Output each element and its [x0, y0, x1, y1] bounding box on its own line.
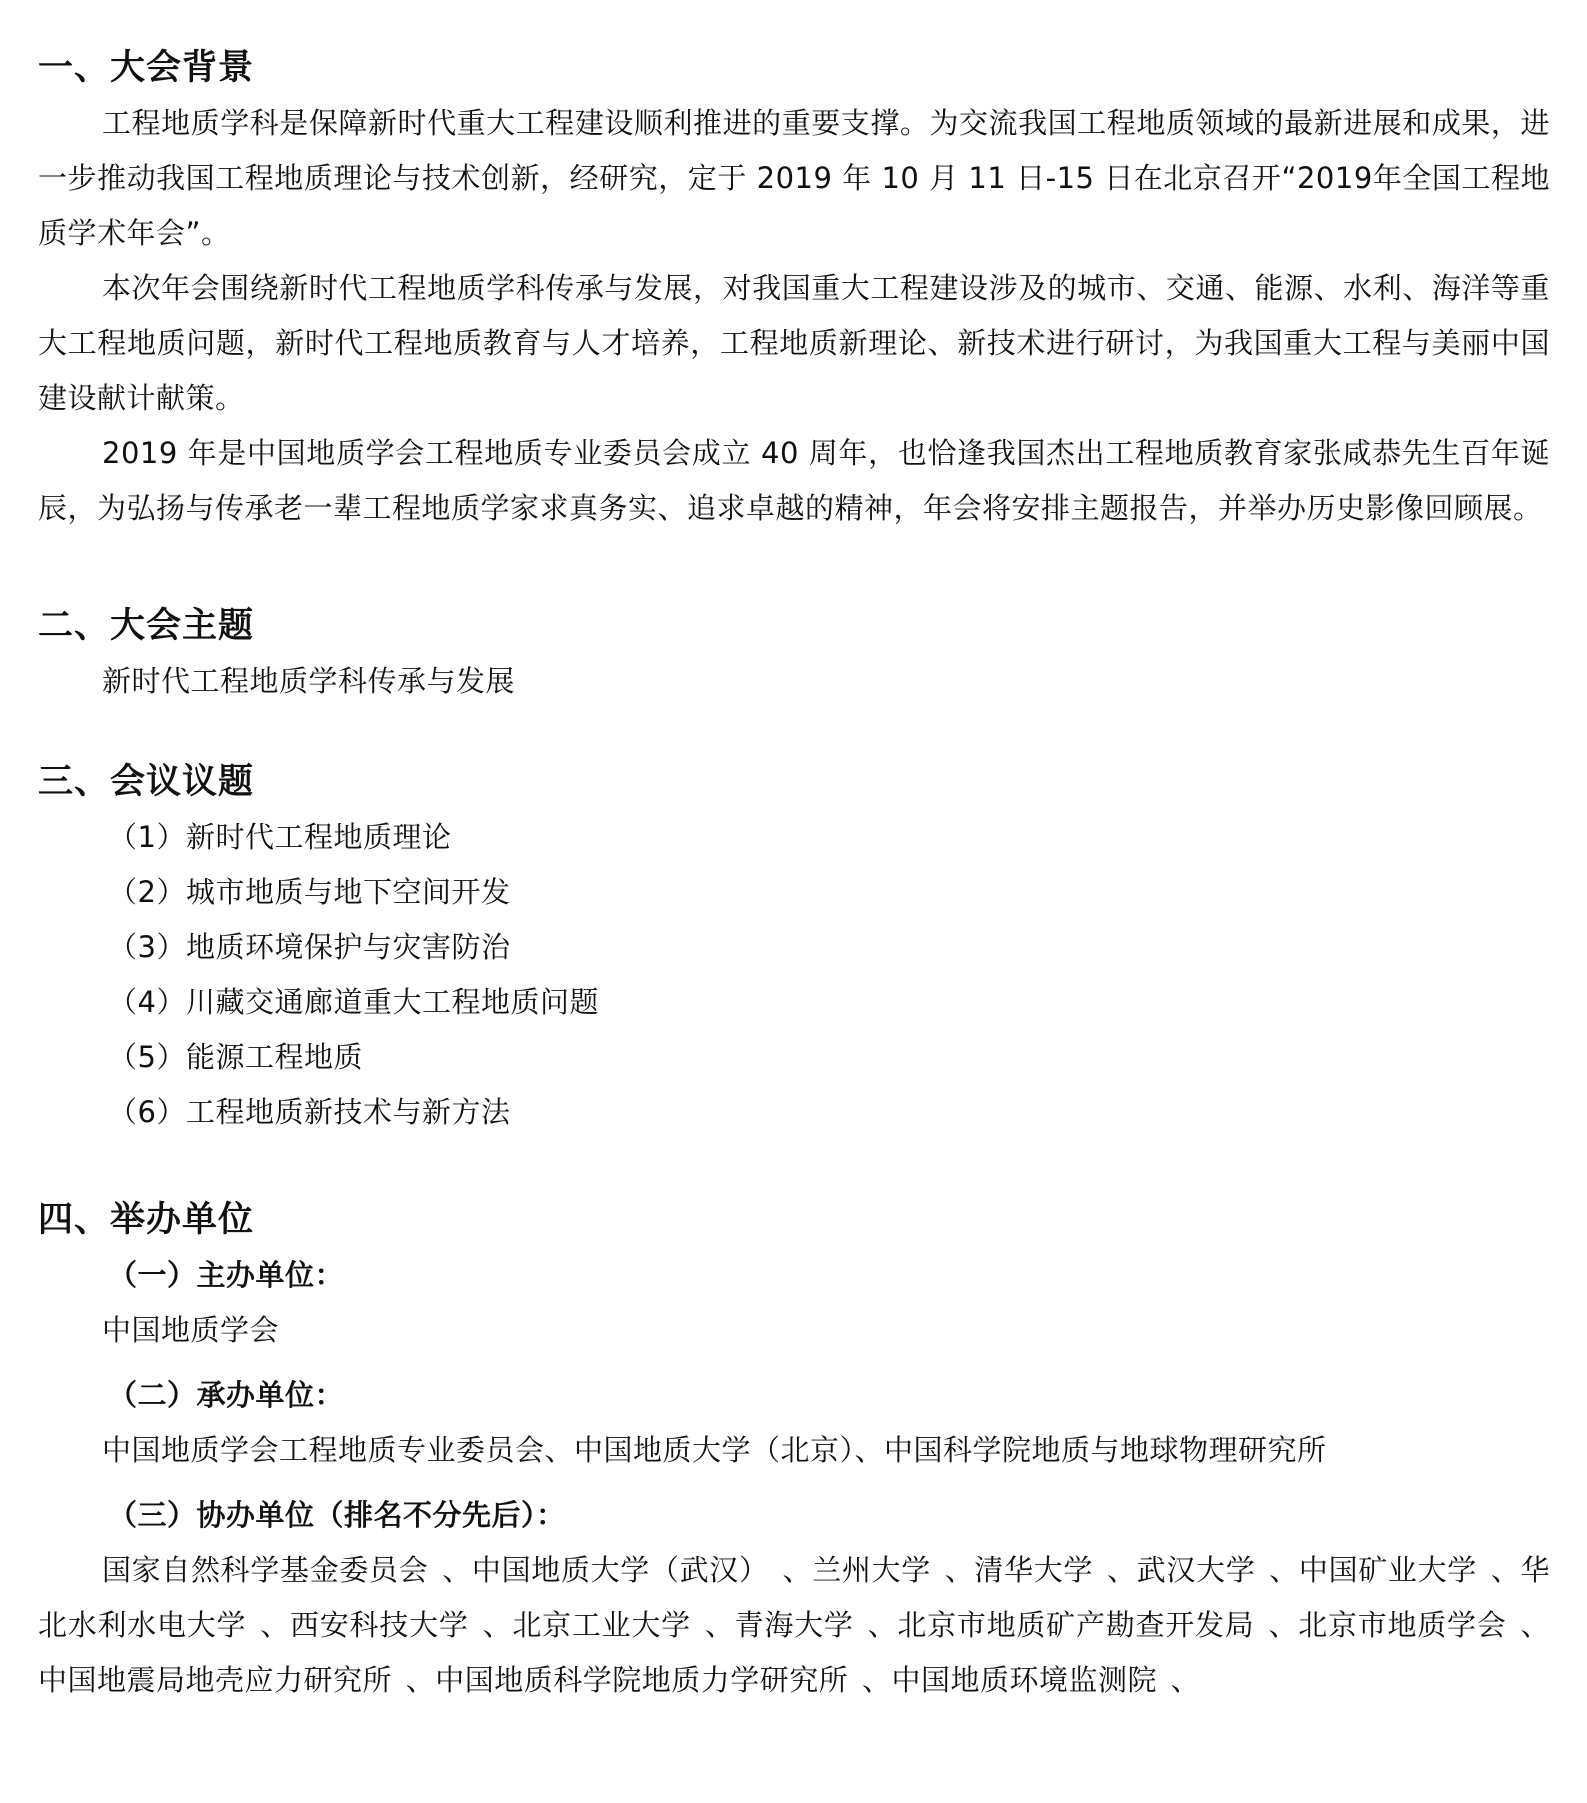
host-unit: 中国地质学会	[102, 1313, 280, 1347]
organizer-units: 中国地质学会工程地质专业委员会、中国地质大学（北京）、中国科学院地质与地球物理研究所	[102, 1433, 1327, 1467]
topic-item: （2）城市地质与地下空间开发	[108, 875, 511, 909]
background-paragraph-3: 2019 年是中国地质学会工程地质专业委员会成立 40 周年，也恰逢我国杰出工程地质教育家张咸恭先生百年诞辰，为弘扬与传承老一辈工程地质学家求真务实、追求卓越的精神，年会将安排主题报告，并举办历史影像回顾展。	[38, 436, 1550, 525]
co-organizer-label: （三）协办单位（排名不分先后）：	[108, 1498, 566, 1532]
section-heading-theme: 二、大会主题	[38, 606, 255, 646]
host-label: （一）主办单位：	[108, 1258, 345, 1292]
background-paragraph-1: 工程地质学科是保障新时代重大工程建设顺利推进的重要支撑。为交流我国工程地质领域的最新进展和成果，进一步推动我国工程地质理论与技术创新，经研究，定于 2019 年 10 月 11 日-15 日在北京召开“2019年全国工程地质学术年会”。	[38, 106, 1550, 250]
section-heading-background: 一、大会背景	[38, 48, 255, 88]
section-heading-topics: 三、会议议题	[38, 762, 255, 802]
topic-item: （3）地质环境保护与灾害防治	[108, 930, 511, 964]
topic-item: （6）工程地质新技术与新方法	[108, 1095, 511, 1129]
topic-item: （5）能源工程地质	[108, 1040, 363, 1074]
conference-theme: 新时代工程地质学科传承与发展	[102, 664, 516, 698]
organizer-label: （二）承办单位：	[108, 1378, 345, 1412]
topic-item: （1）新时代工程地质理论	[108, 820, 452, 854]
section-heading-organizers: 四、举办单位	[38, 1200, 255, 1240]
background-paragraph-2: 本次年会围绕新时代工程地质学科传承与发展，对我国重大工程建设涉及的城市、交通、能源、水利、海洋等重大工程地质问题，新时代工程地质教育与人才培养，工程地质新理论、新技术进行研讨，为我国重大工程与美丽中国建设献计献策。	[38, 271, 1550, 415]
topic-item: （4）川藏交通廊道重大工程地质问题	[108, 985, 599, 1019]
co-organizer-units: 国家自然科学基金委员会 、中国地质大学（武汉） 、兰州大学 、清华大学 、武汉大学 、中国矿业大学 、华北水利水电大学 、西安科技大学 、北京工业大学 、青海大学 、北京市地质矿产勘查开发局 、北京市地质学会 、中国地震局地壳应力研究所 、中国地质科学院地质力学研究所 、中国地质环境监测院 、	[38, 1553, 1550, 1697]
document-page	[38, 40, 1550, 1708]
